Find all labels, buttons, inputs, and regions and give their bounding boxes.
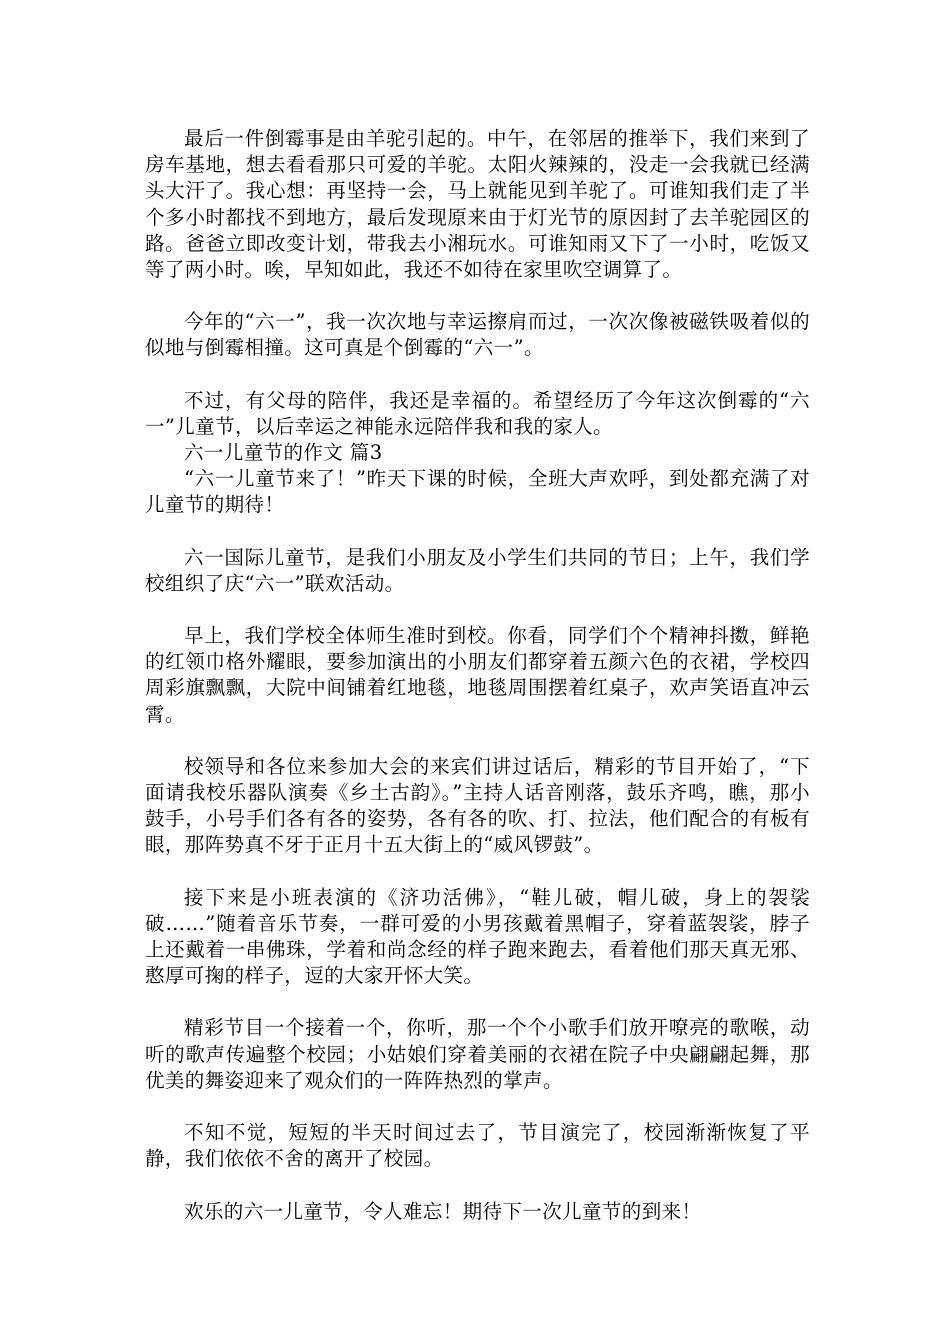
document-page (145, 126, 810, 1251)
section-heading: 六一儿童节的作文 篇3 (184, 441, 383, 465)
paragraph-unlucky-children-day: 今年的“六一”，我一次次地与幸运擦肩而过，一次次像被磁铁吸着似的似地与倒霉相撞。这可真是个倒霉的“六一”。 (145, 310, 810, 360)
paragraph-singing-dancing: 精彩节目一个接着一个，你听，那一个个小歌手们放开嘹亮的歌喉，动听的歌声传遍整个校园；小姑娘们穿着美丽的衣裙在院子中央翩翩起舞，那优美的舞姿迎来了观众们的一阵阵热烈的掌声。 (145, 1016, 810, 1092)
paragraph-alpaca: 最后一件倒霉事是由羊驼引起的。中午，在邻居的推举下，我们来到了房车基地，想去看看那只可爱的羊驼。太阳火辣辣的，没走一会我就已经满头大汗了。我心想：再坚持一会，马上就能见到羊驼了。可谁知我们走了半个多小时都找不到地方，最后发现原来由于灯光节的原因封了去羊驼园区的路。爸爸立即改变计划，带我去小湘玩水。可谁知雨又下了一小时，吃饭又等了两小时。唉，早知如此，我还不如待在家里吹空调算了。 (145, 127, 810, 282)
paragraph-band-performance: 校领导和各位来参加大会的来宾们讲过话后，精彩的节目开始了，“下面请我校乐器队演奏《乡土古韵》。”主持人话音刚落，鼓乐齐鸣，瞧，那小鼓手，小号手们各有各的姿势，各有各的吹、打、拉法，他们配合的有板有眼，那阵势真不牙于正月十五大街上的“威风锣鼓”。 (145, 754, 810, 857)
paragraph-class-performance: 接下来是小班表演的《济功活佛》，“鞋儿破，帽儿破，身上的袈裟破……”随着音乐节奏，一群可爱的小男孩戴着黑帽子，穿着蓝袈裟，脖子上还戴着一串佛珠，学着和尚念经的样子跑来跑去，看着他们那天真无邪、憨厚可掬的样子，逗的大家开怀大笑。 (145, 885, 810, 988)
paragraph-children-day-arrived: “六一儿童节来了！”昨天下课的时候，全班大声欢呼，到处都充满了对儿童节的期待！ (145, 467, 810, 517)
paragraph-half-day-passed: 不知不觉，短短的半天时间过去了，节目演完了，校园渐渐恢复了平静，我们依依不舍的离开了校园。 (145, 1121, 810, 1171)
paragraph-international-children-day: 六一国际儿童节，是我们小朋友及小学生们共同的节日；上午，我们学校组织了庆“六一”联欢活动。 (145, 545, 810, 595)
paragraph-parents-company: 不过，有父母的陪伴，我还是幸福的。希望经历了今年这次倒霉的“六一”儿童节，以后幸运之神能永远陪伴我和我的家人。 (145, 388, 810, 438)
paragraph-conclusion: 欢乐的六一儿童节，令人难忘！期待下一次儿童节的到来！ (184, 1199, 702, 1223)
paragraph-morning-arrival: 早上，我们学校全体师生准时到校。你看，同学们个个精神抖擞，鲜艳的红领巾格外耀眼，要参加演出的小朋友们都穿着五颜六色的衣裙，学校四周彩旗飘飘，大院中间铺着红地毯，地毯周围摆着红桌子，欢声笑语直冲云霄。 (145, 624, 810, 726)
